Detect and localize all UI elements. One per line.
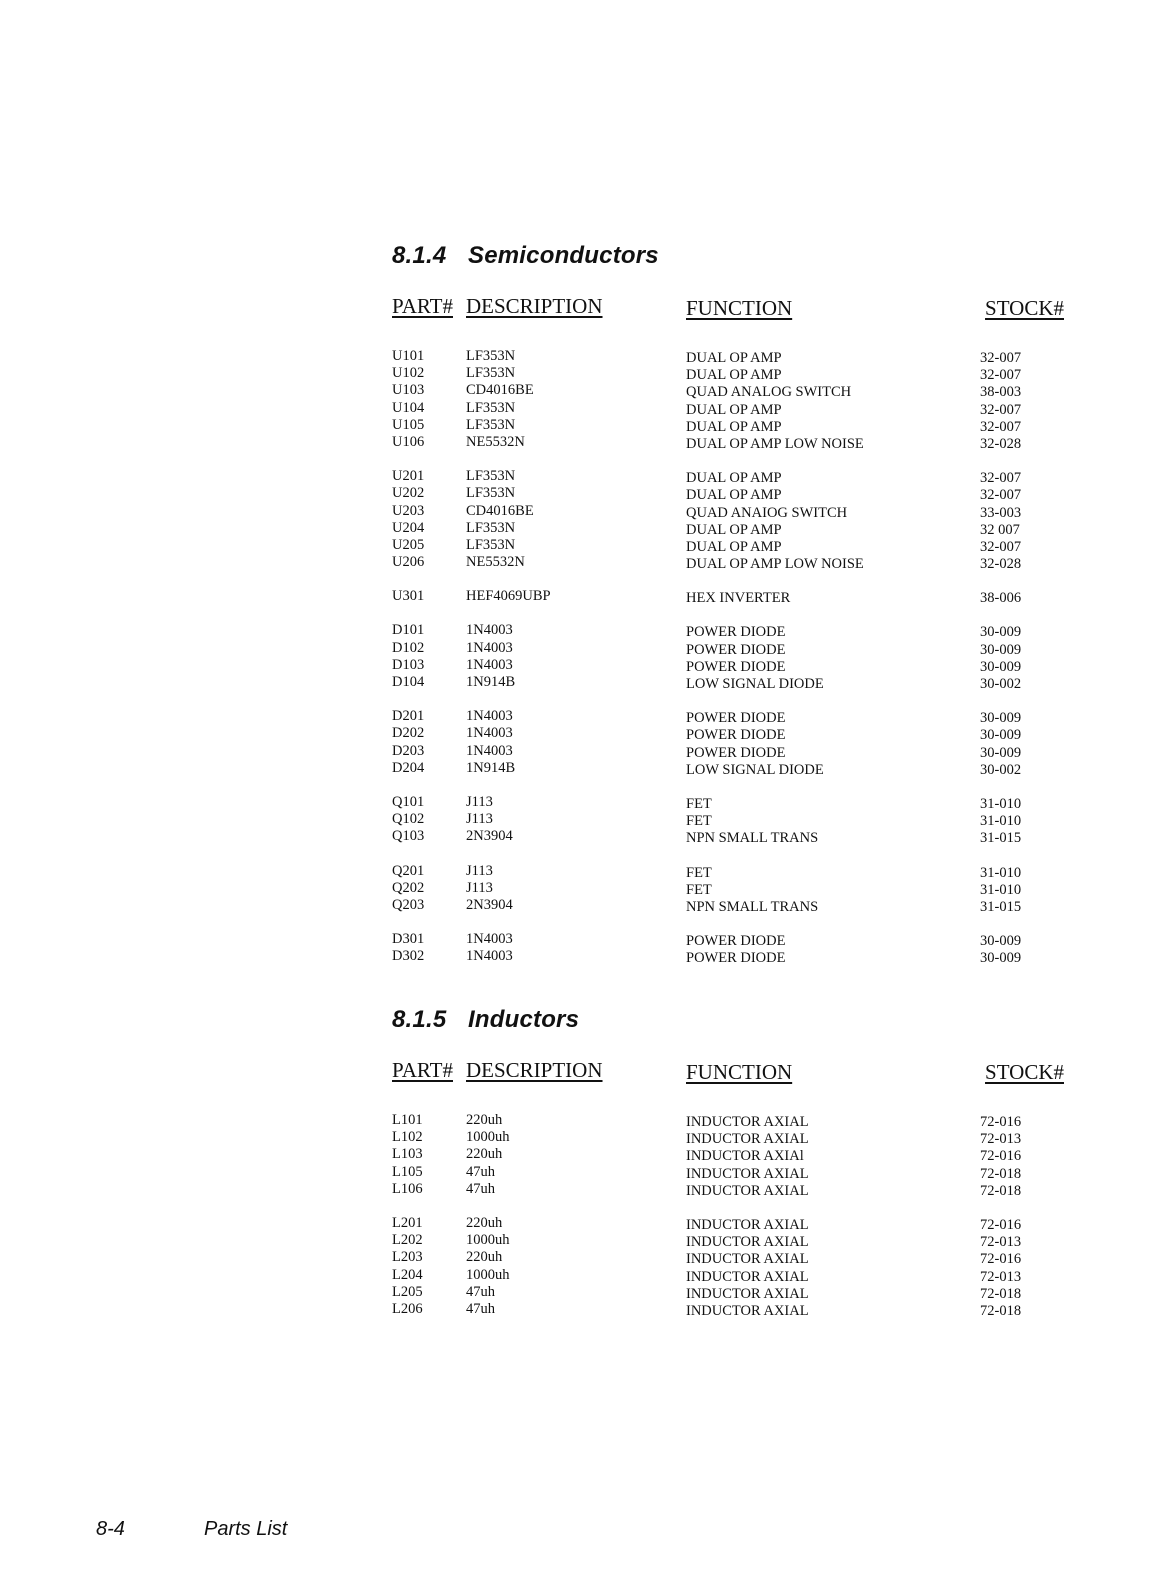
stock-cell: 72-013 bbox=[980, 1234, 1022, 1251]
part-cell: L103 bbox=[392, 1146, 423, 1163]
table-row bbox=[392, 1112, 1064, 1129]
row-group bbox=[392, 1112, 1064, 1198]
row-group bbox=[392, 931, 1064, 965]
row-group bbox=[392, 794, 1064, 846]
part-cell: U104 bbox=[392, 399, 425, 416]
header-description: DESCRIPTION bbox=[466, 1058, 603, 1082]
function-cell: INDUCTOR AXIAl bbox=[686, 1148, 804, 1165]
part-cell: L204 bbox=[392, 1266, 423, 1283]
table-row bbox=[392, 948, 1064, 965]
part-cell: L206 bbox=[392, 1300, 423, 1317]
part-cell: L202 bbox=[392, 1232, 423, 1249]
section-number: 8.1.5 bbox=[392, 1006, 447, 1033]
stock-cell: 33-003 bbox=[980, 504, 1022, 521]
table-row bbox=[392, 1215, 1064, 1232]
parts-table bbox=[392, 1112, 1064, 1318]
function-cell: POWER DIODE bbox=[686, 641, 786, 658]
header-function: FUNCTION bbox=[686, 1060, 793, 1084]
stock-cell: 31-010 bbox=[980, 864, 1022, 881]
description-cell: J113 bbox=[466, 879, 493, 896]
description-cell: LF353N bbox=[466, 399, 516, 416]
header-description: DESCRIPTION bbox=[466, 294, 603, 318]
table-row bbox=[392, 365, 1064, 382]
part-cell: D202 bbox=[392, 725, 425, 742]
stock-cell: 30-009 bbox=[980, 727, 1022, 744]
function-cell: NPN SMALL TRANS bbox=[686, 830, 819, 847]
part-cell: L201 bbox=[392, 1214, 423, 1231]
function-cell: DUAL OP AMP bbox=[686, 470, 782, 487]
function-cell: INDUCTOR AXIAL bbox=[686, 1234, 809, 1251]
part-cell: Q103 bbox=[392, 828, 425, 845]
description-cell: 1N4003 bbox=[466, 622, 513, 639]
function-cell: FET bbox=[686, 795, 712, 812]
description-cell: 220uh bbox=[466, 1249, 503, 1266]
table-row bbox=[392, 554, 1064, 571]
function-cell: DUAL OP AMP bbox=[686, 521, 782, 538]
table-row bbox=[392, 794, 1064, 811]
description-cell: 1N4003 bbox=[466, 948, 513, 965]
row-group bbox=[392, 468, 1064, 571]
table-row bbox=[392, 588, 1064, 605]
description-cell: 220uh bbox=[466, 1112, 503, 1128]
function-cell: QUAD ANALOG SWITCH bbox=[686, 384, 852, 401]
part-cell: D302 bbox=[392, 948, 425, 965]
stock-cell: 32-007 bbox=[980, 487, 1022, 504]
section-heading-inductors bbox=[392, 1002, 1064, 1038]
part-cell: L205 bbox=[392, 1283, 423, 1300]
row-group bbox=[392, 708, 1064, 777]
part-cell: U202 bbox=[392, 485, 425, 502]
stock-cell: 31-010 bbox=[980, 813, 1022, 830]
section-title: Inductors bbox=[468, 1006, 580, 1033]
stock-cell: 72-018 bbox=[980, 1182, 1022, 1199]
table-row bbox=[392, 760, 1064, 777]
header-stock: STOCK# bbox=[985, 296, 1064, 320]
part-cell: U204 bbox=[392, 519, 425, 536]
description-cell: NE5532N bbox=[466, 433, 525, 450]
function-cell: DUAL OP AMP LOW NOISE bbox=[686, 556, 864, 573]
function-cell: DUAL OP AMP bbox=[686, 487, 782, 504]
stock-cell: 30-009 bbox=[980, 710, 1022, 727]
stock-cell: 72-018 bbox=[980, 1165, 1022, 1182]
stock-cell: 30-009 bbox=[980, 950, 1022, 967]
table-row bbox=[392, 485, 1064, 502]
section-heading-semiconductors bbox=[392, 238, 1064, 274]
description-cell: 1N914B bbox=[466, 759, 516, 776]
description-cell: 1N4003 bbox=[466, 742, 513, 759]
stock-cell: 32-007 bbox=[980, 367, 1022, 384]
stock-cell: 31-015 bbox=[980, 830, 1022, 847]
function-cell: INDUCTOR AXIAL bbox=[686, 1302, 809, 1319]
stock-cell: 30-002 bbox=[980, 676, 1022, 692]
part-cell: U102 bbox=[392, 365, 425, 382]
function-cell: DUAL OP AMP bbox=[686, 350, 782, 366]
description-cell: J113 bbox=[466, 811, 493, 828]
part-cell: D101 bbox=[392, 622, 425, 639]
table-header bbox=[392, 294, 1064, 324]
description-cell: 220uh bbox=[466, 1146, 503, 1163]
part-cell: L203 bbox=[392, 1249, 423, 1266]
function-cell: INDUCTOR AXIAL bbox=[686, 1131, 809, 1148]
stock-cell: 72-013 bbox=[980, 1131, 1022, 1148]
stock-cell: 32-007 bbox=[980, 418, 1022, 435]
stock-cell: 30-009 bbox=[980, 624, 1022, 641]
header-function: FUNCTION bbox=[686, 296, 793, 320]
table-header bbox=[392, 1058, 1064, 1088]
description-cell: J113 bbox=[466, 862, 493, 879]
function-cell: LOW SIGNAL DIODE bbox=[686, 676, 824, 692]
stock-cell: 72-016 bbox=[980, 1251, 1022, 1268]
table-row bbox=[392, 1267, 1064, 1284]
table-row bbox=[392, 743, 1064, 760]
part-cell: U301 bbox=[392, 588, 425, 605]
function-cell: INDUCTOR AXIAL bbox=[686, 1268, 809, 1285]
function-cell: POWER DIODE bbox=[686, 658, 786, 675]
page-number: 8-4 bbox=[96, 1518, 125, 1540]
stock-cell: 32-007 bbox=[980, 470, 1022, 487]
table-row bbox=[392, 640, 1064, 657]
stock-cell: 32-007 bbox=[980, 538, 1022, 555]
function-cell: DUAL OP AMP bbox=[686, 367, 782, 384]
part-cell: U203 bbox=[392, 502, 425, 519]
stock-cell: 72-016 bbox=[980, 1216, 1022, 1233]
stock-cell: 31-010 bbox=[980, 881, 1022, 898]
table-row bbox=[392, 622, 1064, 639]
stock-cell: 72-018 bbox=[980, 1285, 1022, 1302]
description-cell: CD4016BE bbox=[466, 382, 534, 399]
part-cell: Q203 bbox=[392, 896, 425, 913]
stock-cell: 30-009 bbox=[980, 744, 1022, 761]
row-group bbox=[392, 348, 1064, 451]
part-cell: U201 bbox=[392, 468, 425, 485]
semiconductors-section bbox=[392, 238, 1064, 982]
header-stock: STOCK# bbox=[985, 1060, 1064, 1084]
table-row bbox=[392, 1129, 1064, 1146]
description-cell: 47uh bbox=[466, 1283, 495, 1300]
table-row bbox=[392, 1232, 1064, 1249]
description-cell: 1N4003 bbox=[466, 931, 513, 948]
function-cell: INDUCTOR AXIAL bbox=[686, 1182, 809, 1199]
table-row bbox=[392, 828, 1064, 845]
description-cell: 47uh bbox=[466, 1180, 495, 1197]
function-cell: FET bbox=[686, 881, 712, 898]
footer-title: Parts List bbox=[204, 1518, 288, 1540]
section-title: Semiconductors bbox=[468, 242, 659, 269]
description-cell: 1N914B bbox=[466, 674, 516, 690]
description-cell: 2N3904 bbox=[466, 896, 513, 913]
table-row bbox=[392, 434, 1064, 451]
part-cell: D204 bbox=[392, 759, 425, 776]
part-cell: U103 bbox=[392, 382, 425, 399]
row-group bbox=[392, 863, 1064, 915]
function-cell: INDUCTOR AXIAL bbox=[686, 1285, 809, 1302]
part-cell: L102 bbox=[392, 1129, 423, 1146]
part-cell: D203 bbox=[392, 742, 425, 759]
function-cell: POWER DIODE bbox=[686, 710, 786, 727]
function-cell: DUAL OP AMP bbox=[686, 401, 782, 418]
stock-cell: 32-028 bbox=[980, 556, 1022, 573]
stock-cell: 31-010 bbox=[980, 795, 1022, 812]
stock-cell: 30-009 bbox=[980, 658, 1022, 675]
description-cell: HEF4069UBP bbox=[466, 588, 551, 605]
description-cell: 220uh bbox=[466, 1214, 503, 1231]
part-cell: L105 bbox=[392, 1163, 423, 1180]
description-cell: 1N4003 bbox=[466, 725, 513, 742]
stock-cell: 72-018 bbox=[980, 1302, 1022, 1319]
stock-cell: 30-002 bbox=[980, 761, 1022, 778]
header-part: PART# bbox=[392, 1058, 453, 1082]
function-cell: HEX INVERTER bbox=[686, 590, 791, 607]
part-cell: U206 bbox=[392, 554, 425, 571]
table-row bbox=[392, 468, 1064, 485]
table-row bbox=[392, 1181, 1064, 1198]
inductors-section bbox=[392, 1002, 1064, 1335]
header-part: PART# bbox=[392, 294, 453, 318]
description-cell: NE5532N bbox=[466, 554, 525, 571]
part-cell: U205 bbox=[392, 536, 425, 553]
table-row bbox=[392, 417, 1064, 434]
table-row bbox=[392, 1301, 1064, 1318]
function-cell: INDUCTOR AXIAL bbox=[686, 1165, 809, 1182]
table-row bbox=[392, 348, 1064, 365]
part-cell: D104 bbox=[392, 674, 425, 690]
description-cell: 1N4003 bbox=[466, 639, 513, 656]
stock-cell: 38-003 bbox=[980, 384, 1022, 401]
description-cell: LF353N bbox=[466, 416, 516, 433]
part-cell: L101 bbox=[392, 1112, 423, 1128]
row-group bbox=[392, 1215, 1064, 1318]
function-cell: INDUCTOR AXIAL bbox=[686, 1114, 809, 1130]
table-row bbox=[392, 503, 1064, 520]
table-row bbox=[392, 400, 1064, 417]
function-cell: POWER DIODE bbox=[686, 950, 786, 967]
description-cell: 1N4003 bbox=[466, 708, 513, 725]
function-cell: INDUCTOR AXIAL bbox=[686, 1251, 809, 1268]
description-cell: LF353N bbox=[466, 519, 516, 536]
function-cell: LOW SIGNAL DIODE bbox=[686, 761, 824, 778]
part-cell: D301 bbox=[392, 931, 425, 948]
stock-cell: 32 007 bbox=[980, 521, 1020, 538]
function-cell: INDUCTOR AXIAL bbox=[686, 1216, 809, 1233]
function-cell: POWER DIODE bbox=[686, 744, 786, 761]
part-cell: Q101 bbox=[392, 793, 425, 810]
function-cell: DUAL OP AMP LOW NOISE bbox=[686, 435, 864, 452]
table-row bbox=[392, 1146, 1064, 1163]
table-row bbox=[392, 1249, 1064, 1266]
description-cell: LF353N bbox=[466, 468, 516, 485]
function-cell: QUAD ANAIOG SWITCH bbox=[686, 504, 848, 521]
function-cell: POWER DIODE bbox=[686, 624, 786, 641]
description-cell: 1000uh bbox=[466, 1129, 510, 1146]
part-cell: Q201 bbox=[392, 862, 425, 879]
part-cell: D103 bbox=[392, 656, 425, 673]
table-row bbox=[392, 880, 1064, 897]
table-row bbox=[392, 674, 1064, 691]
stock-cell: 32-028 bbox=[980, 435, 1022, 452]
description-cell: 2N3904 bbox=[466, 828, 513, 845]
part-cell: U105 bbox=[392, 416, 425, 433]
stock-cell: 30-009 bbox=[980, 641, 1022, 658]
stock-cell: 72-013 bbox=[980, 1268, 1022, 1285]
description-cell: J113 bbox=[466, 793, 493, 810]
part-cell: Q102 bbox=[392, 811, 425, 828]
table-row bbox=[392, 931, 1064, 948]
function-cell: FET bbox=[686, 813, 712, 830]
table-row bbox=[392, 520, 1064, 537]
table-row bbox=[392, 382, 1064, 399]
table-row bbox=[392, 725, 1064, 742]
part-cell: L106 bbox=[392, 1180, 423, 1197]
description-cell: LF353N bbox=[466, 536, 516, 553]
table-row bbox=[392, 811, 1064, 828]
function-cell: FET bbox=[686, 864, 712, 881]
description-cell: 47uh bbox=[466, 1300, 495, 1317]
table-row bbox=[392, 1284, 1064, 1301]
parts-table bbox=[392, 348, 1064, 965]
description-cell: 47uh bbox=[466, 1163, 495, 1180]
function-cell: POWER DIODE bbox=[686, 933, 786, 950]
table-row bbox=[392, 657, 1064, 674]
stock-cell: 38-006 bbox=[980, 590, 1022, 607]
table-row bbox=[392, 863, 1064, 880]
description-cell: CD4016BE bbox=[466, 502, 534, 519]
stock-cell: 72-016 bbox=[980, 1148, 1022, 1165]
part-cell: U101 bbox=[392, 348, 425, 364]
description-cell: 1000uh bbox=[466, 1232, 510, 1249]
description-cell: LF353N bbox=[466, 365, 516, 382]
table-row bbox=[392, 1164, 1064, 1181]
stock-cell: 32-007 bbox=[980, 401, 1022, 418]
function-cell: NPN SMALL TRANS bbox=[686, 898, 819, 915]
function-cell: POWER DIODE bbox=[686, 727, 786, 744]
description-cell: 1000uh bbox=[466, 1266, 510, 1283]
table-row bbox=[392, 897, 1064, 914]
row-group bbox=[392, 588, 1064, 605]
description-cell: LF353N bbox=[466, 348, 516, 364]
table-row bbox=[392, 537, 1064, 554]
part-cell: D102 bbox=[392, 639, 425, 656]
stock-cell: 32-007 bbox=[980, 350, 1022, 366]
part-cell: D201 bbox=[392, 708, 425, 725]
part-cell: U106 bbox=[392, 433, 425, 450]
stock-cell: 72-016 bbox=[980, 1114, 1022, 1130]
stock-cell: 31-015 bbox=[980, 898, 1022, 915]
description-cell: 1N4003 bbox=[466, 656, 513, 673]
description-cell: LF353N bbox=[466, 485, 516, 502]
function-cell: DUAL OP AMP bbox=[686, 538, 782, 555]
table-row bbox=[392, 708, 1064, 725]
stock-cell: 30-009 bbox=[980, 933, 1022, 950]
part-cell: Q202 bbox=[392, 879, 425, 896]
row-group bbox=[392, 622, 1064, 691]
function-cell: DUAL OP AMP bbox=[686, 418, 782, 435]
section-number: 8.1.4 bbox=[392, 242, 447, 269]
